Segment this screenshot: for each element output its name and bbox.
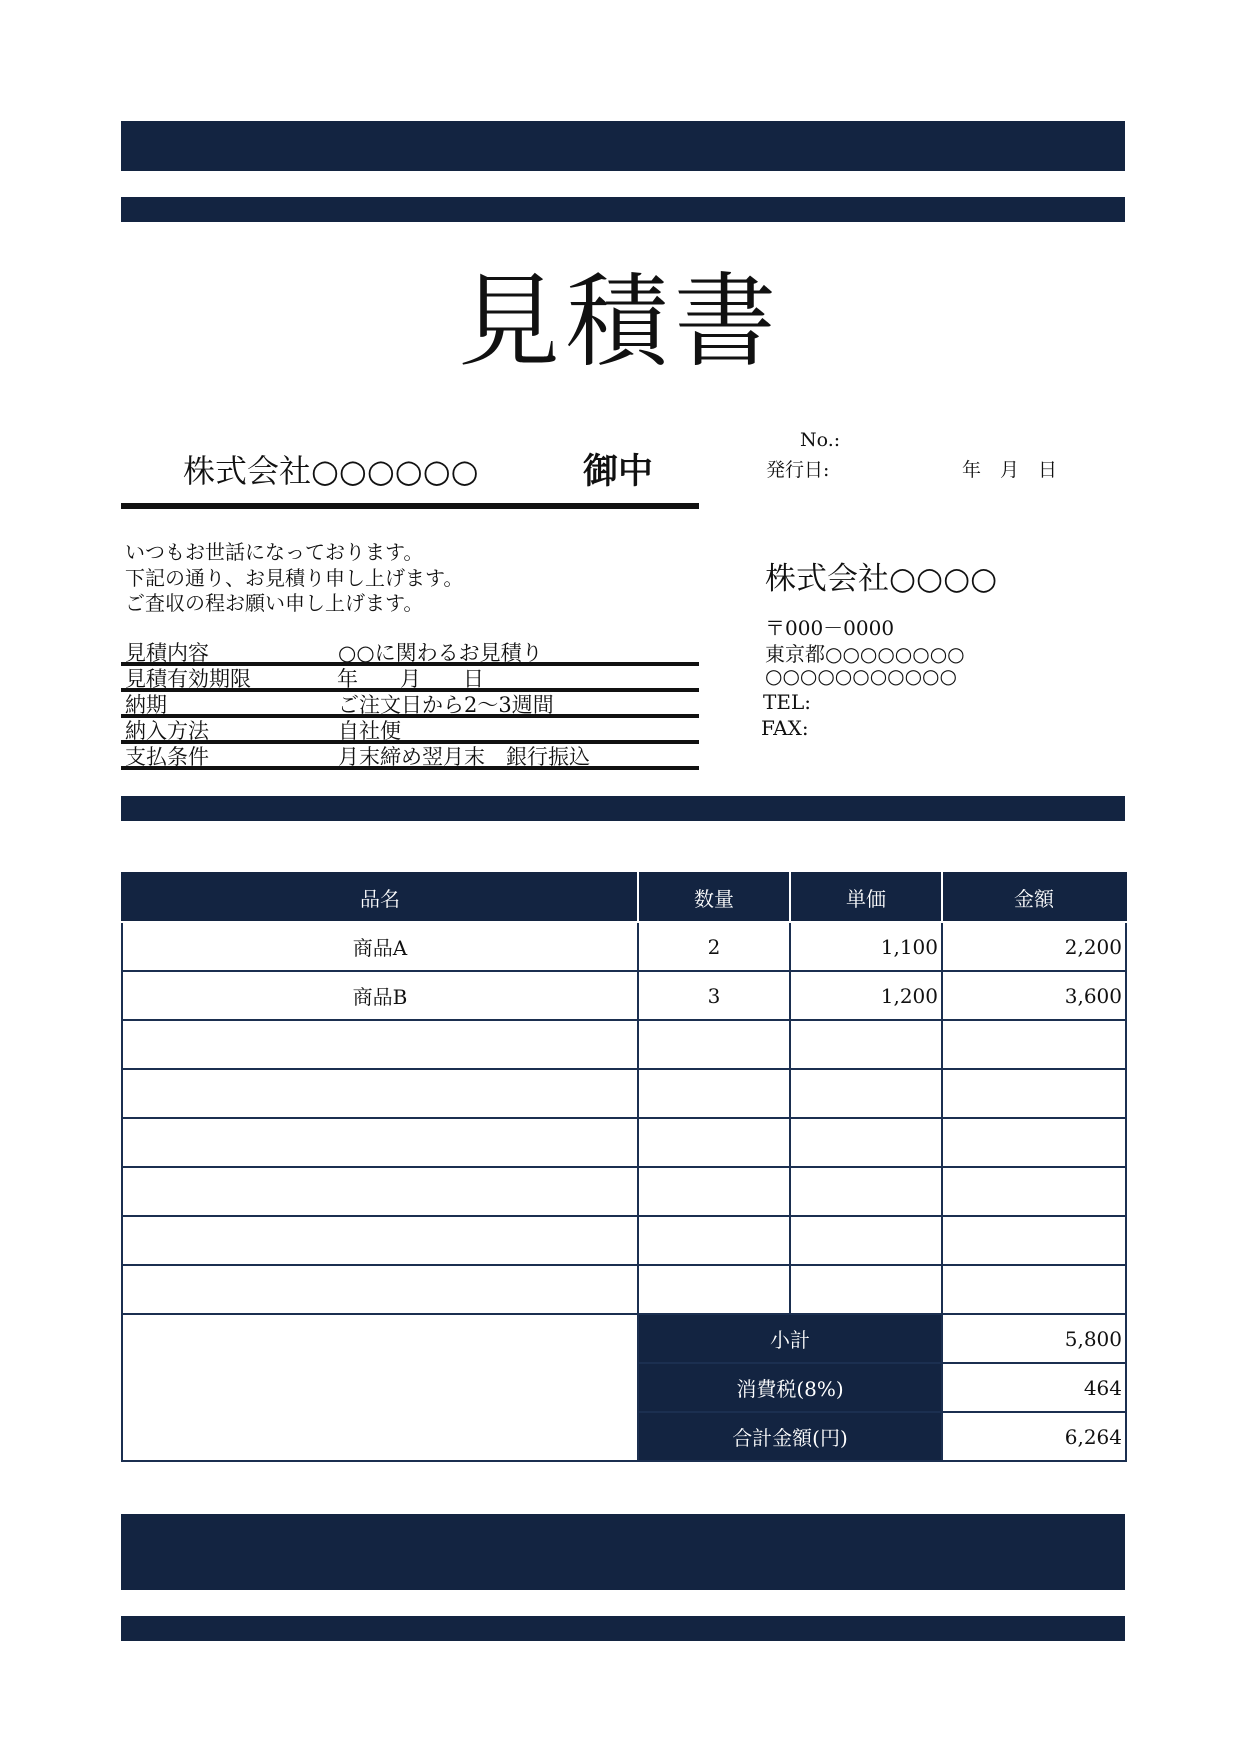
- cell-item: [122, 1020, 638, 1069]
- table-row: [122, 1118, 1126, 1167]
- cell-amount: [942, 1265, 1126, 1314]
- grand-total-label: 合計金額(円): [638, 1412, 942, 1461]
- middle-stripe: [121, 796, 1125, 821]
- quote-number-label: No.:: [800, 429, 841, 451]
- table-row: [122, 1216, 1126, 1265]
- cell-amount: [942, 1020, 1126, 1069]
- table-row: [122, 1020, 1126, 1069]
- info-value: 月末締め翌月末 銀行振込: [338, 745, 590, 769]
- issuer-fax: FAX:: [761, 716, 809, 740]
- cell-quantity: [638, 1069, 790, 1118]
- issue-date-label: 発行日:: [766, 459, 830, 481]
- cell-amount: 2,200: [942, 922, 1126, 971]
- greeting-line: 下記の通り、お見積り申し上げます。: [125, 566, 464, 590]
- cell-amount: [942, 1069, 1126, 1118]
- column-header-amount: 金額: [942, 873, 1126, 922]
- cell-quantity: [638, 1167, 790, 1216]
- grand-total-value: 6,264: [942, 1412, 1126, 1461]
- cell-item: 商品B: [122, 971, 638, 1020]
- cell-unit-price: [790, 1167, 942, 1216]
- cell-unit-price: 1,100: [790, 922, 942, 971]
- top-banner: [121, 121, 1125, 171]
- tax-label: 消費税(8%): [638, 1363, 942, 1412]
- cell-amount: 3,600: [942, 971, 1126, 1020]
- table-row: [122, 1167, 1126, 1216]
- top-stripe: [121, 197, 1125, 222]
- tax-value: 464: [942, 1363, 1126, 1412]
- cell-item: [122, 1069, 638, 1118]
- column-header-unit-price: 単価: [790, 873, 942, 922]
- table-row: [122, 1069, 1126, 1118]
- table-row: [122, 971, 1126, 1020]
- info-value: ご注文日から2～3週間: [338, 693, 554, 717]
- cell-quantity: [638, 1020, 790, 1069]
- cell-item: [122, 1265, 638, 1314]
- remarks-box: [122, 1314, 638, 1461]
- table-header-row: [122, 873, 1126, 922]
- issuer-name: 株式会社○○○○: [765, 561, 998, 597]
- subtotal-value: 5,800: [942, 1314, 1126, 1363]
- cell-item: [122, 1118, 638, 1167]
- cell-item: [122, 1167, 638, 1216]
- info-value: 年 月 日: [337, 667, 484, 691]
- cell-unit-price: [790, 1118, 942, 1167]
- info-label: 納入方法: [125, 719, 209, 743]
- document-title: 見積書: [458, 263, 782, 382]
- cell-amount: [942, 1167, 1126, 1216]
- issuer-postal: 〒000－0000: [765, 616, 895, 640]
- client-underline: [121, 503, 699, 509]
- info-row-payment: [121, 740, 699, 770]
- cell-quantity: [638, 1216, 790, 1265]
- cell-unit-price: [790, 1216, 942, 1265]
- cell-item: 商品A: [122, 922, 638, 971]
- greeting-line: いつもお世話になっております。: [125, 540, 424, 564]
- client-honorific: 御中: [583, 451, 654, 492]
- issuer-tel: TEL:: [763, 690, 811, 714]
- column-header-item: 品名: [122, 873, 638, 922]
- column-header-quantity: 数量: [638, 873, 790, 922]
- subtotal-label: 小計: [638, 1314, 942, 1363]
- cell-unit-price: [790, 1020, 942, 1069]
- cell-amount: [942, 1118, 1126, 1167]
- cell-unit-price: [790, 1265, 942, 1314]
- table-row: [122, 1265, 1126, 1314]
- footer-banner: [121, 1514, 1125, 1590]
- info-value: 自社便: [338, 719, 401, 743]
- info-label: 見積有効期限: [125, 667, 251, 691]
- cell-quantity: [638, 1118, 790, 1167]
- totals-row-subtotal: [122, 1314, 1126, 1363]
- cell-quantity: 2: [638, 922, 790, 971]
- cell-unit-price: 1,200: [790, 971, 942, 1020]
- issuer-address-1: 東京都○○○○○○○○: [765, 642, 965, 666]
- info-label: 納期: [125, 693, 167, 717]
- items-table: [121, 872, 1127, 1462]
- info-value: ○○に関わるお見積り: [338, 641, 543, 665]
- footer-stripe: [121, 1616, 1125, 1641]
- info-label: 支払条件: [125, 745, 209, 769]
- cell-unit-price: [790, 1069, 942, 1118]
- issuer-address-2: ○○○○○○○○○○○: [765, 664, 957, 688]
- issue-date-value: 年 月 日: [962, 459, 1058, 481]
- greeting-line: ご査収の程お願い申し上げます。: [125, 591, 424, 615]
- table-row: [122, 922, 1126, 971]
- info-label: 見積内容: [125, 641, 209, 665]
- cell-quantity: 3: [638, 971, 790, 1020]
- cell-quantity: [638, 1265, 790, 1314]
- cell-item: [122, 1216, 638, 1265]
- client-name: 株式会社○○○○○○: [183, 452, 479, 490]
- cell-amount: [942, 1216, 1126, 1265]
